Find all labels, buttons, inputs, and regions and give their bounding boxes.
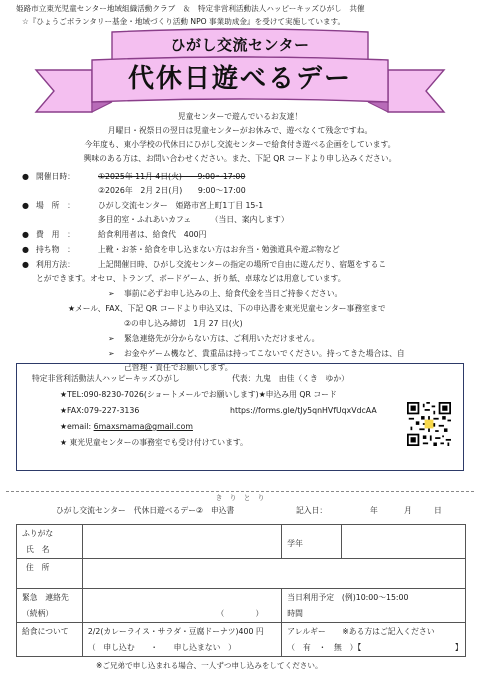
lunch-label: 給食について [17,623,83,657]
items-label: 持ち物 ： [36,245,75,254]
bullet-icon: ● [22,201,29,210]
bullet-icon: ● [22,245,29,254]
usage-1: 上記開催日時、ひがし交流センターの指定の場所で自由に遊んだり、宿題をするこ [98,260,387,269]
date-label: 開催日時： [36,172,75,181]
qr-code-image[interactable] [407,402,451,446]
grade-label: 学年 [282,525,342,559]
form-month: 月 [404,506,412,515]
place-2: 多目的室・ふれあいカフェ （当日、案内します） [98,215,289,224]
allergy-note: ※ある方はご記入ください [342,627,435,636]
funding-line: ☆『ひょうごボランタリー基金・地域づくり活動 NPO 事業助成金』を受けて実施しています。 [22,17,346,26]
furigana-label: ふりがな [22,529,54,538]
relation-label: （続柄） [22,609,54,618]
cost-value: 給食利用者は、給食代 400円 [98,230,207,239]
form-year: 年 [370,506,378,515]
place-label: 場 所 ： [36,201,75,210]
arrow-icon: ➢ [108,289,115,298]
schedule-label: 当日利用予定 (例)10:00～15:00 [287,593,409,602]
lunch-cell[interactable] [82,623,281,657]
allergy-label: アレルギー [287,627,326,636]
contact-org: 特定非営利活動法人ハッピーキッズひがし [32,374,180,383]
allergy-choice[interactable]: （ 有 ・ 無 ）【 】 [287,643,463,652]
emergency-label-cell [17,589,83,623]
intro-line-1: 児童センターで遊んでいるお友達！ [177,112,303,121]
contact-tel: ★TEL:090-8230-7026(ショートメールでお願いします)★申込み用 QR コード [60,390,337,399]
note-1: 事前に必ずお申し込みの上、給食代金を当日ご持参ください。 [124,289,343,298]
contact-fax: ★FAX:079-227-3136 [60,406,140,415]
address-field[interactable] [82,559,465,589]
date-2: ②2026年 2月 2日(月) 9:00～17:00 [98,186,246,195]
footnote: ※ご兄弟で申し込まれる場合、一人ずつ申し込みをしてください。 [96,661,323,670]
date-1: ①2025年 11月 4日(火) 9:00～17:00 [98,172,246,181]
bullet-icon: ● [22,260,29,269]
bullet-icon: ● [22,172,29,181]
contact-representative: 代表：九鬼 由佳（くき ゆか） [232,374,349,383]
usage-2: とができます。オセロ、トランプ、ボードゲーム、折り紙、卓球などは用意しています。 [36,274,346,283]
note-5: お金やゲーム機など、貴重品は持ってこないでください。持ってきた場合は、自 [124,349,405,358]
note-6: 己管理・責任でお願いします。 [124,363,233,372]
intro-line-3: 今年度も、東小学校の代休日にひがし交流センターで給食付き遊べる企画をしています。 [84,140,396,149]
email-link[interactable]: 6maxsmama@gmail.com [93,422,193,431]
bullet-icon: ● [22,230,29,239]
form-date-label: 記入日： [296,506,328,515]
arrow-icon: ➢ [108,349,115,358]
intro-line-2: 月曜日・祝祭日の翌日は児童センターがお休みで、遊べなくて残念ですね。 [107,126,373,135]
form-title: ひがし交流センター 代休日遊べるデー② 申込書 [56,506,235,515]
cost-label: 費 用 ： [36,230,75,239]
allergy-cell[interactable] [282,623,466,657]
email-label: ★email: [60,422,94,431]
emergency-label: 緊急 連絡先 [22,593,69,602]
place-1: ひがし交流センター 姫路市宮上町1丁目 15-1 [98,201,264,210]
contact-email-row [60,423,193,431]
organizer-line: 姫路市立東光児童センター地域組織活動クラブ ＆ 特定非営利活動法人ハッピーキッズひがし 共催 [16,4,365,13]
form-day: 日 [434,506,442,515]
time-label: 時間 [287,609,303,618]
grade-field[interactable] [342,525,466,559]
arrow-icon: ➢ [108,334,115,343]
contact-office: ★ 東光児童センターの事務室でも受け付けています。 [60,438,248,447]
note-4: 緊急連絡先が分からない方は、ご利用いただけません。 [124,334,320,343]
emergency-field[interactable] [82,589,281,623]
name-label-cell [17,525,83,559]
intro-line-4: 興味のある方は、お問い合わせください。また、下記 QR コードより申し込みください。 [83,154,397,163]
items-value: 上靴・お茶・給食を申し込まない方はお弁当・勉強道具や遊ぶ物など [98,245,340,254]
relation-paren: （ ） [216,609,264,618]
name-field[interactable] [82,525,281,559]
note-3: ②の申し込み締切 1月 27 日(火) [124,319,243,328]
schedule-cell[interactable] [282,589,466,623]
banner-title: 代休日遊べるデー [127,64,352,94]
registration-form-link[interactable]: https://forms.gle/tJy5qnHVfUqxVdcAA [230,406,377,415]
application-form [16,524,466,657]
note-2: ★メール、FAX、下記 QR コードより申込又は、下の申込書を東光児童センター事務室まで [68,304,386,313]
lunch-menu: 2/2(カレーライス・サラダ・豆腐ドーナツ)400 円 [87,627,264,636]
usage-label: 利用方法： [36,260,75,269]
cut-label: き り と り [212,494,269,502]
address-label: 住 所 [17,559,83,589]
lunch-choice[interactable]: （ 申し込む ・ 申し込まない ） [87,643,236,652]
banner-subtitle: ひがし交流センター [170,36,310,54]
name-label: 氏 名 [26,545,50,554]
title-banner [0,0,480,120]
